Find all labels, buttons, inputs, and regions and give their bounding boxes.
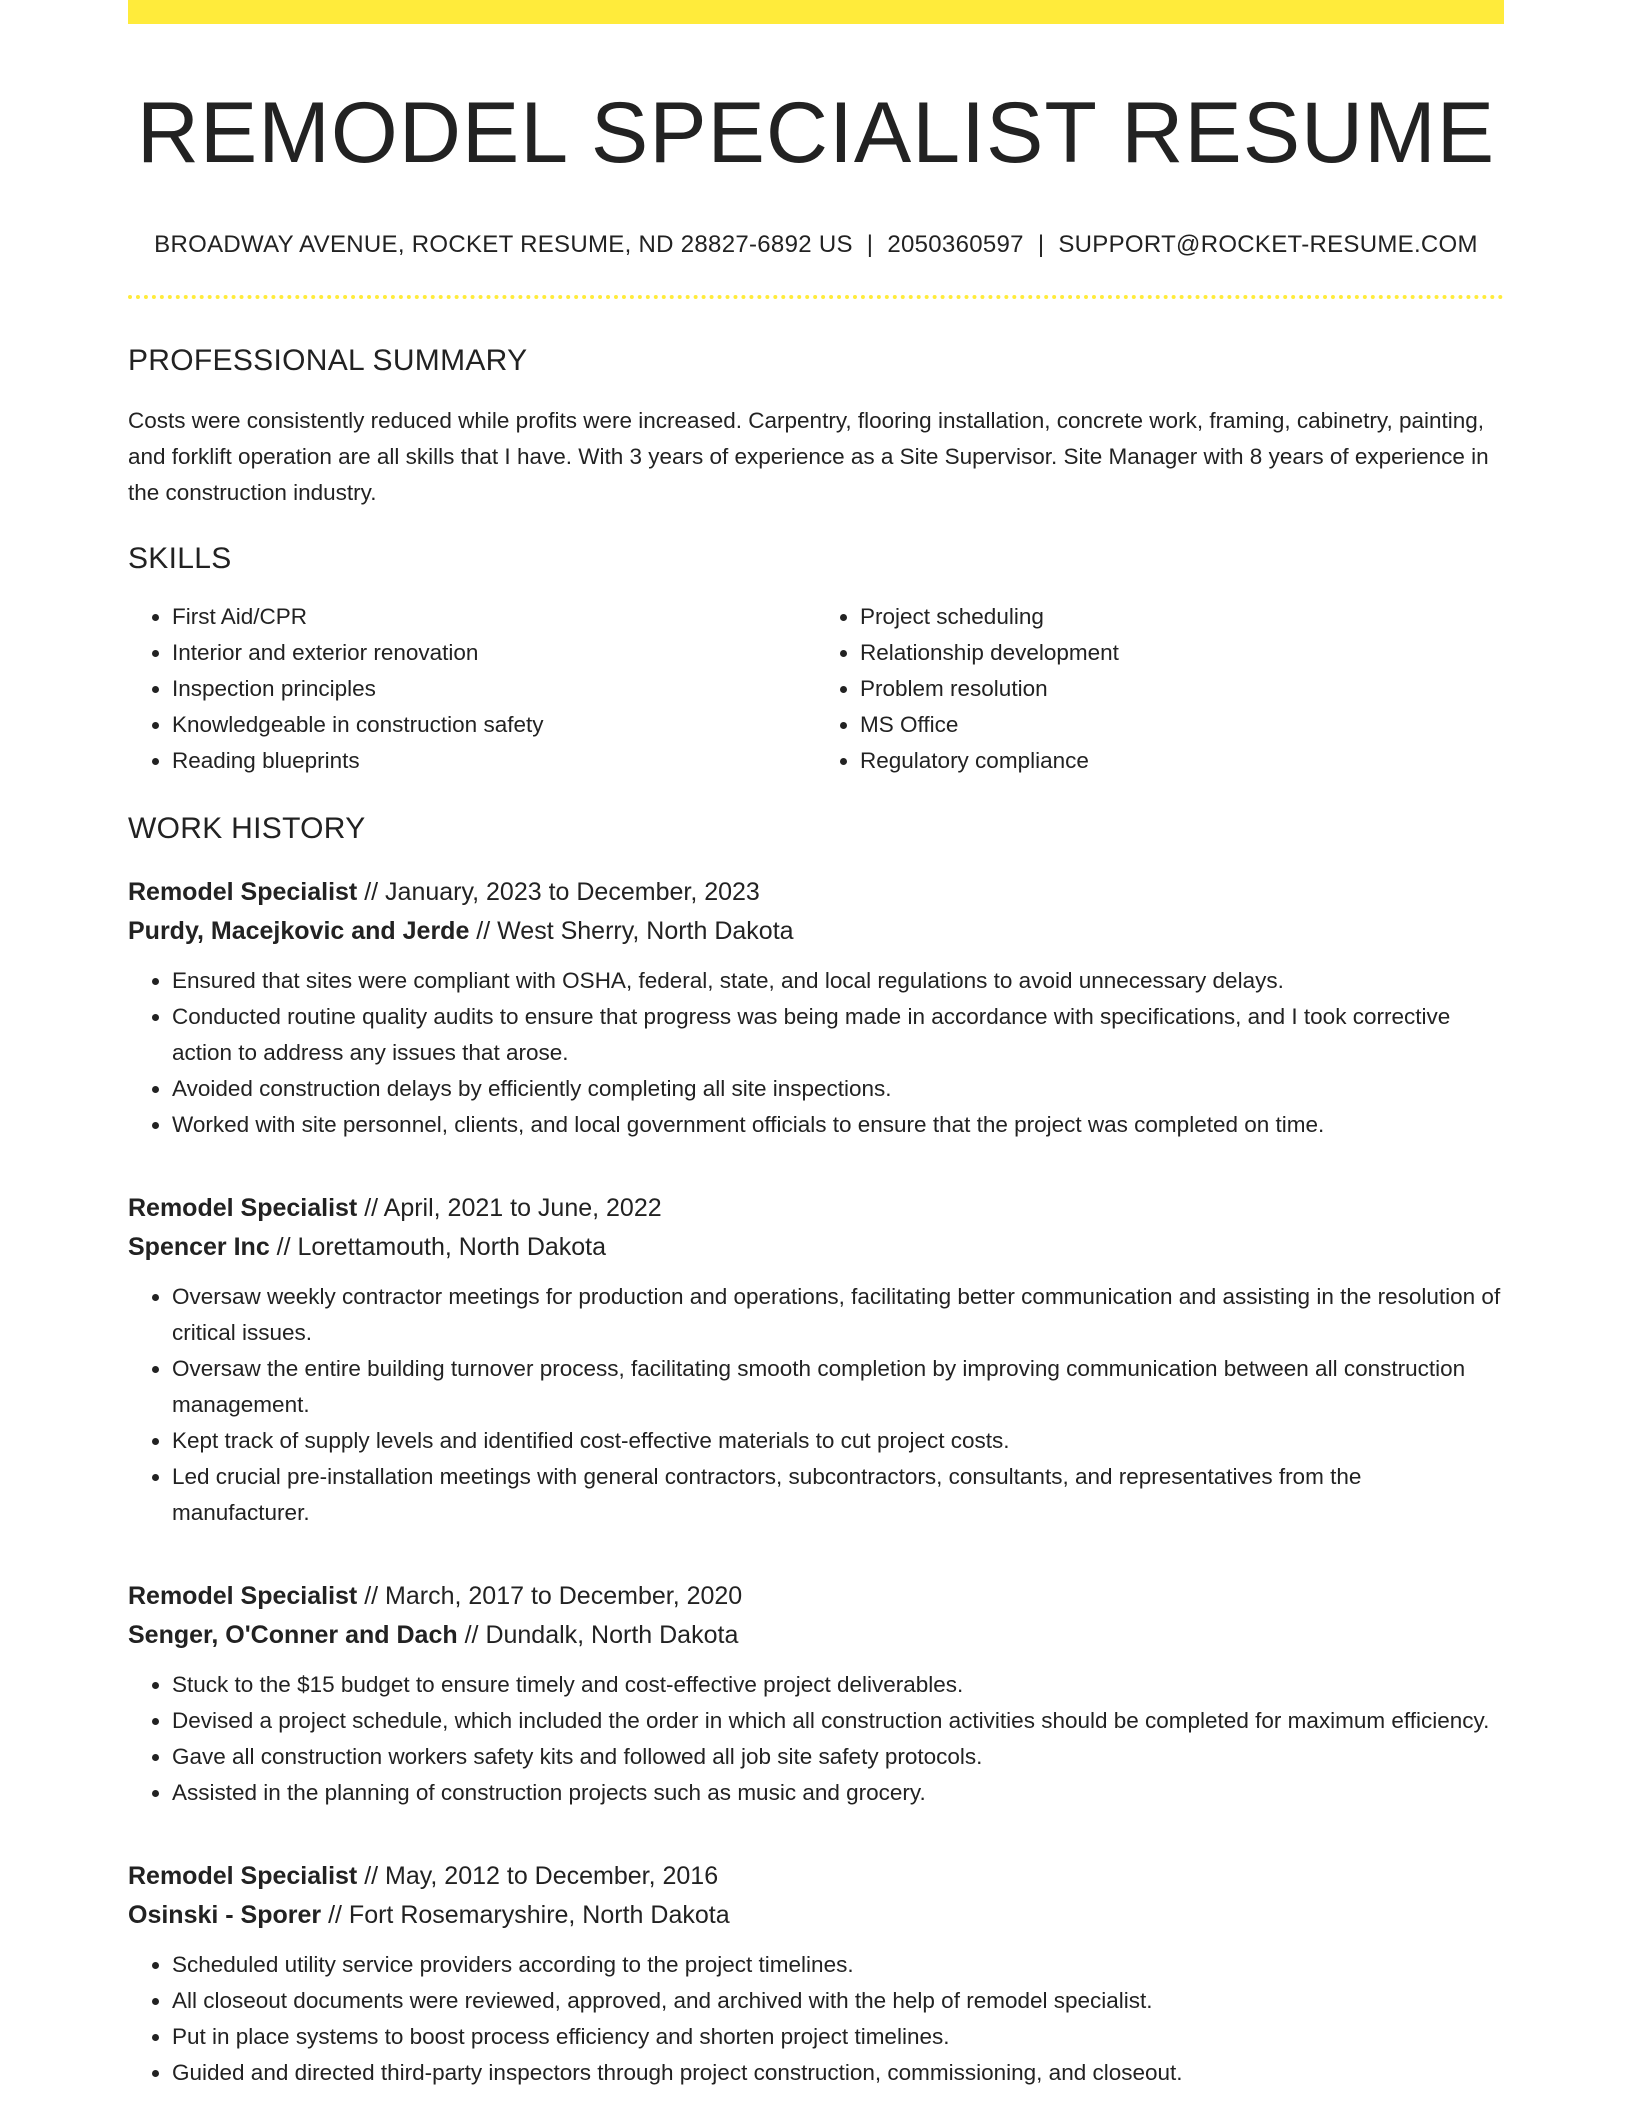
job-title-line xyxy=(128,1577,1504,1616)
job-location: West Sherry, North Dakota xyxy=(497,917,794,946)
dotted-divider xyxy=(128,295,1504,299)
skills-heading: SKILLS xyxy=(128,542,232,576)
job-bullet: • Avoided construction delays by efficiently completing all site inspections. xyxy=(172,1071,1504,1107)
contact-line xyxy=(128,231,1504,259)
job-title-line xyxy=(128,1857,1504,1896)
skills-list xyxy=(128,599,1504,779)
job-bullet: • Stuck to the $15 budget to ensure timely and cost-effective project deliverables. xyxy=(172,1667,1504,1703)
job-location: Lorettamouth, North Dakota xyxy=(297,1233,607,1262)
job-bullet: • Oversaw weekly contractor meetings for production and operations, facilitating better communication and assisting in the resolution of critical issues. xyxy=(172,1279,1504,1351)
skills-column-right xyxy=(816,599,1504,779)
job-bullet: • Worked with site personnel, clients, and local government officials to ensure that the project was completed on time. xyxy=(172,1107,1504,1143)
contact-phone: 2050360597 xyxy=(887,231,1024,259)
job-separator: // xyxy=(357,1862,386,1891)
job-bullet: • All closeout documents were reviewed, approved, and archived with the help of remodel specialist. xyxy=(172,1983,1504,2019)
job-entry xyxy=(128,1189,1504,1531)
job-bullet: • Conducted routine quality audits to ensure that progress was being made in accordance with specifications, and I took corrective action to address any issues that arose. xyxy=(172,999,1504,1071)
job-entry xyxy=(128,1577,1504,1811)
contact-separator: | xyxy=(1037,231,1045,259)
skill-item: • Reading blueprints xyxy=(172,743,816,779)
job-location: Fort Rosemaryshire, North Dakota xyxy=(348,1901,730,1930)
job-separator: // xyxy=(321,1901,349,1930)
job-dates: January, 2023 to December, 2023 xyxy=(385,878,760,907)
job-company-line xyxy=(128,1228,1504,1267)
job-bullet: • Oversaw the entire building turnover process, facilitating smooth completion by improving communication between all construction management. xyxy=(172,1351,1504,1423)
job-company: Senger, O'Conner and Dach xyxy=(128,1621,458,1650)
job-bullet: • Guided and directed third-party inspectors through project construction, commissioning, and closeout. xyxy=(172,2055,1504,2091)
job-bullet: • Led crucial pre-installation meetings with general contractors, subcontractors, consultants, and representatives from the manufacturer. xyxy=(172,1459,1504,1531)
job-separator: // xyxy=(357,1582,386,1611)
job-bullet: • Scheduled utility service providers according to the project timelines. xyxy=(172,1947,1504,1983)
job-separator: // xyxy=(357,1194,384,1223)
job-separator: // xyxy=(269,1233,298,1262)
resume-title: REMODEL SPECIALIST RESUME xyxy=(136,85,1496,181)
job-company: Osinski - Sporer xyxy=(128,1901,322,1930)
job-company-line xyxy=(128,1616,1504,1655)
job-dates: May, 2012 to December, 2016 xyxy=(385,1862,719,1891)
work-history-heading: WORK HISTORY xyxy=(128,812,366,846)
skill-item: • Regulatory compliance xyxy=(860,743,1504,779)
job-separator: // xyxy=(469,917,498,946)
job-bullets xyxy=(128,1279,1504,1531)
job-title: Remodel Specialist xyxy=(128,1194,358,1223)
job-bullet: • Ensured that sites were compliant with OSHA, federal, state, and local regulations to avoid unnecessary delays. xyxy=(172,963,1504,999)
job-title: Remodel Specialist xyxy=(128,1582,358,1611)
top-accent-bar xyxy=(128,0,1504,24)
job-title: Remodel Specialist xyxy=(128,878,358,907)
contact-email: SUPPORT@ROCKET-RESUME.COM xyxy=(1058,231,1478,259)
job-company-line xyxy=(128,1896,1504,1935)
summary-heading: PROFESSIONAL SUMMARY xyxy=(128,344,528,378)
job-bullet: • Devised a project schedule, which included the order in which all construction activities should be completed for maximum efficiency. xyxy=(172,1703,1504,1739)
job-bullet: • Put in place systems to boost process efficiency and shorten project timelines. xyxy=(172,2019,1504,2055)
skill-item: • Inspection principles xyxy=(172,671,816,707)
skill-item: • Relationship development xyxy=(860,635,1504,671)
skills-column-left xyxy=(128,599,816,779)
skill-item: • MS Office xyxy=(860,707,1504,743)
job-title-line xyxy=(128,873,1504,912)
resume-page xyxy=(128,0,1504,2091)
contact-address: BROADWAY AVENUE, ROCKET RESUME, ND 28827-6892 US xyxy=(154,231,853,259)
job-company: Purdy, Macejkovic and Jerde xyxy=(128,917,470,946)
job-separator: // xyxy=(357,878,386,907)
skill-item: • Interior and exterior renovation xyxy=(172,635,816,671)
job-bullet: • Kept track of supply levels and identified cost-effective materials to cut project costs. xyxy=(172,1423,1504,1459)
job-title: Remodel Specialist xyxy=(128,1862,358,1891)
job-separator: // xyxy=(457,1621,486,1650)
summary-text: Costs were consistently reduced while profits were increased. Carpentry, flooring installation, concrete work, framing, cabinetry, painting, and forklift operation are all skills that I have. With 3 years of experience as a Site Supervisor. Site Manager with 8 years of experience in the construction industry. xyxy=(128,408,1489,506)
skill-item: • Project scheduling xyxy=(860,599,1504,635)
job-bullets xyxy=(128,1667,1504,1811)
job-bullets xyxy=(128,1947,1504,2091)
job-location: Dundalk, North Dakota xyxy=(485,1621,739,1650)
job-entry xyxy=(128,1857,1504,2091)
job-entry xyxy=(128,873,1504,1143)
job-bullet: • Assisted in the planning of construction projects such as music and grocery. xyxy=(172,1775,1504,1811)
job-dates: April, 2021 to June, 2022 xyxy=(383,1194,662,1223)
job-bullets xyxy=(128,963,1504,1143)
skill-item: • Problem resolution xyxy=(860,671,1504,707)
skill-item: • Knowledgeable in construction safety xyxy=(172,707,816,743)
job-title-line xyxy=(128,1189,1504,1228)
job-bullet: • Gave all construction workers safety kits and followed all job site safety protocols. xyxy=(172,1739,1504,1775)
contact-separator: | xyxy=(866,231,874,259)
skill-item: • First Aid/CPR xyxy=(172,599,816,635)
job-dates: March, 2017 to December, 2020 xyxy=(385,1582,743,1611)
job-company: Spencer Inc xyxy=(128,1233,270,1262)
job-company-line xyxy=(128,912,1504,951)
